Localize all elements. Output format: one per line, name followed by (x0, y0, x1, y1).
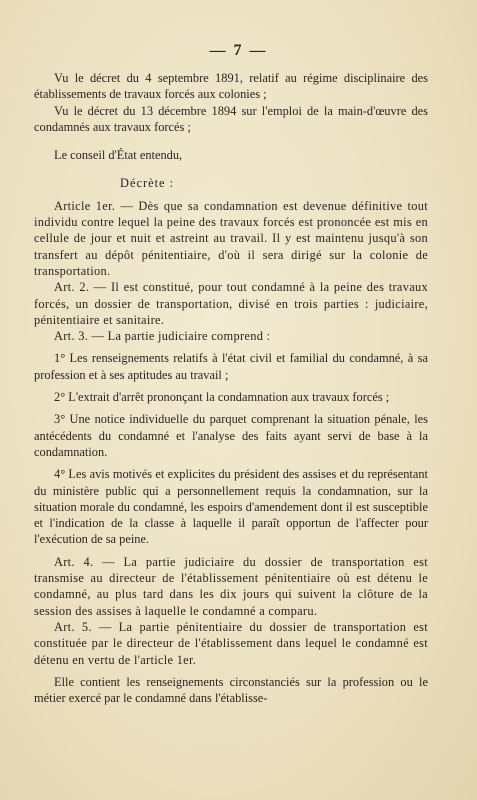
article-5-continuation: Elle contient les renseignements circonstanciés sur la profession ou le métier exercé par le condamné dans l'établisse- (34, 674, 428, 706)
page-number: — 7 — (209, 42, 268, 59)
article-3-item-2: 2° L'extrait d'arrêt prononçant la condamnation aux travaux forcés ; (54, 390, 390, 405)
paragraph-vu-decret-1891: Vu le décret du 4 septembre 1891, relatif au régime disciplinaire des établissements de travaux forcés aux colonies ; (34, 71, 428, 102)
article-2: Art. 2. — Il est constitué, pour tout condamné à la peine des travaux forcés, un dossier de transportation, divisé en trois parties : judiciaire, pénitentiaire et sanitaire. (34, 280, 428, 327)
article-3: Art. 3. — La partie judiciaire comprend : (54, 329, 271, 344)
decree-heading: Décrète : (120, 176, 175, 191)
article-3-item-3: 3° Une notice individuelle du parquet comprenant la situation pénale, les antécédents du condamné et l'analyse des faits ayant servi de base à la condamnation. (34, 412, 428, 459)
article-3-item-1: 1° Les renseignements relatifs à l'état civil et familial du condamné, à sa profession et à ses aptitudes au travail ; (34, 351, 428, 382)
paragraph-vu-decret-1894: Vu le décret du 13 décembre 1894 sur l'emploi de la main-d'œuvre des condamnés aux travaux forcés ; (34, 103, 428, 134)
article-3-item-4: 4° Les avis motivés et explicites du président des assises et du représentant du ministère public qui a personnellement requis la condamnation, sur la situation morale du condamné, les espoirs d'amendement dont il est susceptible et l'indication de la classe à laquelle il paraît opportun de l'affecter pour l'exécution de sa peine. (34, 467, 428, 547)
article-5: Art. 5. — La partie pénitentiaire du dossier de transportation est constituée par le directeur de l'établissement dans lequel le condamné est détenu en vertu de l'article 1er. (34, 619, 428, 667)
body-text (34, 70, 428, 706)
paragraph-conseil-etat: Le conseil d'État entendu, (54, 148, 183, 163)
article-1: Article 1er. — Dès que sa condamnation est devenue définitive tout individu contre lequel la peine des travaux forcés est prononcée est mis en cellule de jour et nuit et astreint au travail. Il y est maintenu jusqu'à son transfert au dépôt pénitentiaire, d'où il sera dirigé sur la colonie de transportation. (34, 198, 428, 278)
article-4: Art. 4. — La partie judiciaire du dossier de transportation est transmise au directeur de l'établissement pénitentiaire où est détenu le condamné, au plus tard dans les dix jours qui suivent la clôture de la session des assises à laquelle le condamné a comparu. (34, 554, 428, 618)
